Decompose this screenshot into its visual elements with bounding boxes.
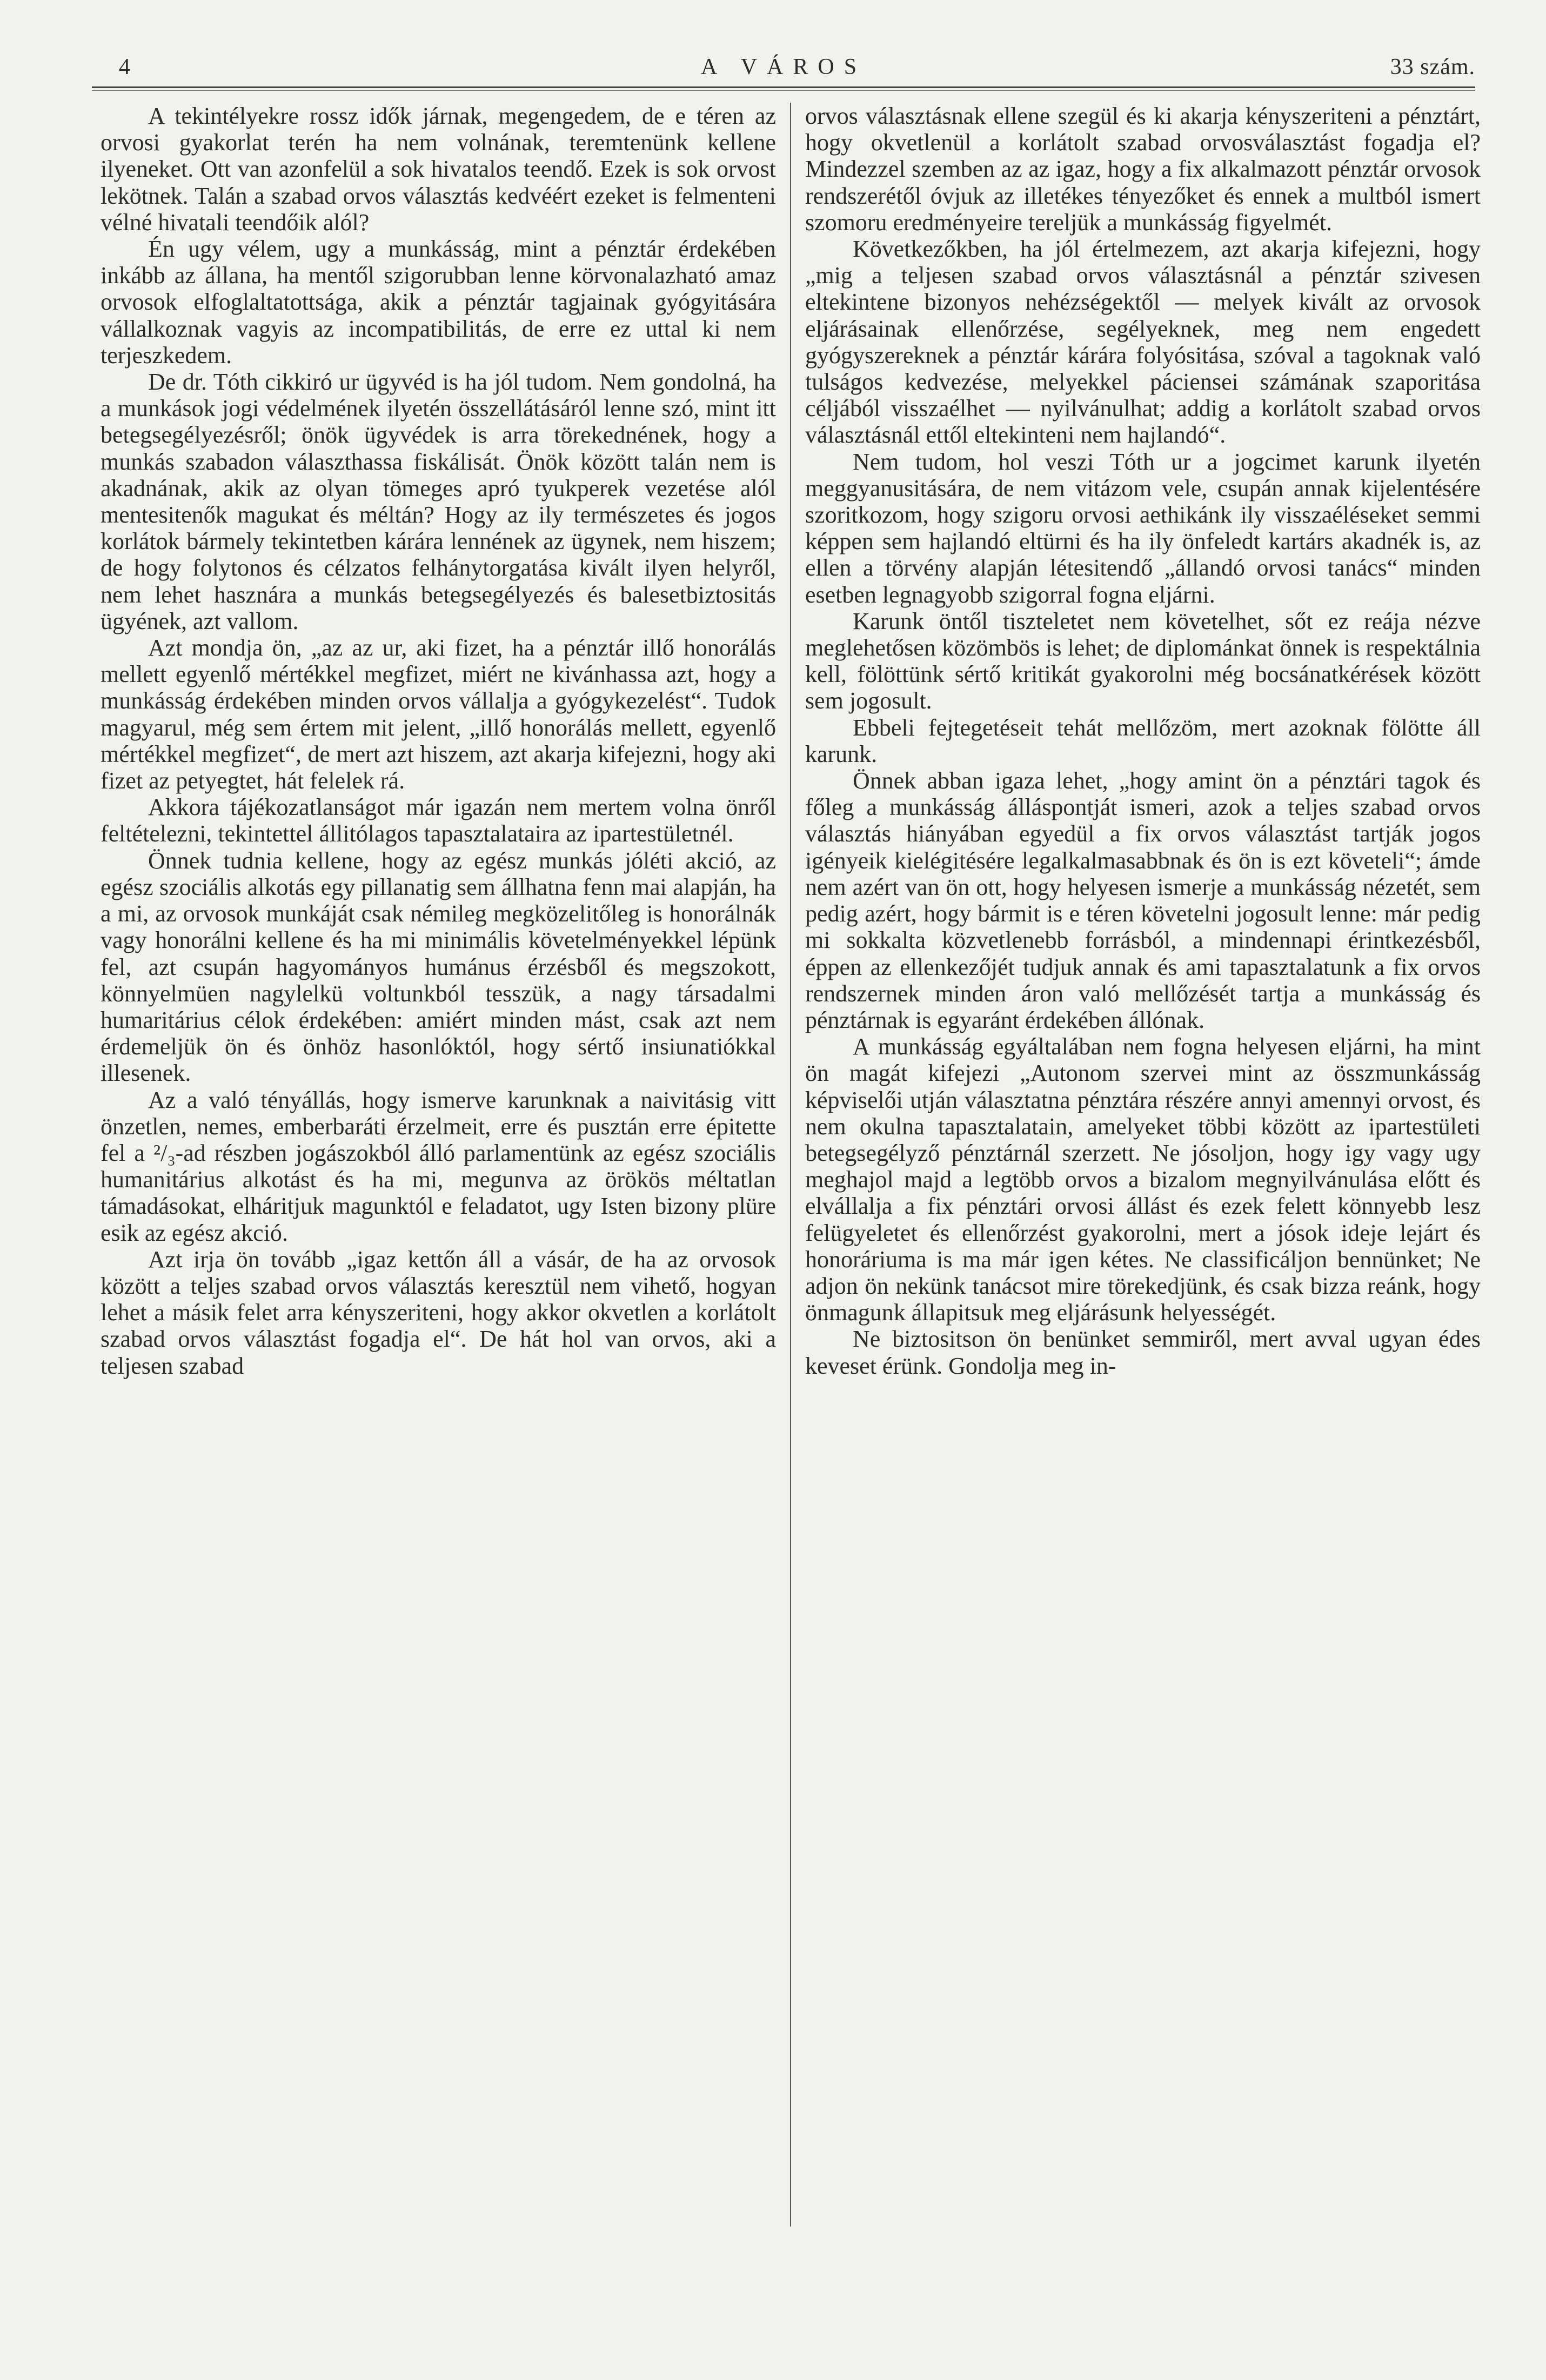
paragraph: Karunk öntől tiszteletet nem követelhet, sőt ez reája nézve meglehetősen közömbös is lehet; de diplománkat önnek is respektálnia kell, fölöttünk sértő kritikát gyakorolni még bocsánatkérések között sem jogosult. xyxy=(805,607,1481,714)
paragraph: A tekintélyekre rossz idők járnak, megengedem, de e téren az orvosi gyakorlat terén ha nem volnának, teremtenünk kellene ilyeneket. Ott van azonfelül a sok hivatalos teendő. Ezek is sok orvost lekötnek. Talán a szabad orvos választás kedvéért ezeket is felmenteni vélné hivatali teendőik alól? xyxy=(101,103,776,236)
paragraph: Ebbeli fejtegetéseit tehát mellőzöm, mert azoknak fölötte áll karunk. xyxy=(805,714,1481,767)
paragraph: Önnek abban igaza lehet, „hogy amint ön a pénztári tagok és főleg a munkásság álláspontját ismeri, azok a teljes szabad orvos választás hiányában egyedül a fix orvos választást tartják jogos igényeik kielégitésére legalkalmasabbnak és ön is ezt követeli“; ámde nem azért van ön ott, hogy helyesen ismerje a munkásság nézetét, sem pedig azért, hogy bármit is e téren követelni jogosult lenne: már pedig mi sokkalta közvetlenebb forrásból, a mindennapi érintkezésből, éppen az ellenkezőjét tudjuk annak és ami tapasztalatunk a fix orvos rendszernek minden áron való mellőzését tartja a munkásság és pénztárnak is egyaránt érdekében állónak. xyxy=(805,767,1481,1033)
paragraph: Nem tudom, hol veszi Tóth ur a jogcimet karunk ilyetén meggyanusitására, de nem vitázom vele, csupán annak kijelentésére szoritkozom, hogy szigoru orvosi aethikánk ily visszaéléseket semmi képpen sem hajlandó eltürni és ha ily önfeledt kartárs akadnék is, az ellen a törvény alapján létesitendő „állandó orvosi tanács“ minden esetben legnagyobb szigorral fogna eljárni. xyxy=(805,448,1481,608)
paragraph: De dr. Tóth cikkiró ur ügyvéd is ha jól tudom. Nem gondolná, ha a munkások jogi védelmének ilyetén összellátásáról lenne szó, mint itt betegsegélyezésről; önök ügyvédek is arra törekednének, hogy a munkás szabadon választhassa fiskálisát. Önök között talán nem is akadnának, akik az olyan tömeges apró tyukperek vezetése alól mentesitenők magukat és méltán? Hogy az ily természetes és jogos korlátok bármely tekintetben kárára lennének az ügynek, nem hiszem; de hogy folytonos és célzatos felhánytorgatása kivált ilyen helyről, nem lehet hasznára a munkás betegsegélyezés és balesetbiztositás ügyének, azt vallom. xyxy=(101,369,776,634)
column-divider xyxy=(790,103,791,2227)
paragraph: orvos választásnak ellene szegül és ki akarja kényszeriteni a pénztárt, hogy okvetlenül a korlátolt szabad orvosválasztást fogadja el? Mindezzel szemben az az igaz, hogy a fix alkalmazott pénztár orvosok rendszerétől óvjuk az illetékes tényezőket és ennek a multból ismert szomoru eredményeire tereljük a munkásság figyelmét. xyxy=(805,103,1481,236)
issue-number: 33 szám. xyxy=(1390,55,1475,79)
paragraph: Azt irja ön tovább „igaz kettőn áll a vásár, de ha az orvosok között a teljes szabad orvos választás keresztül nem vihető, hogyan lehet a másik felet arra kényszeriteni, hogy akkor okvetlen a korlátolt szabad orvos választást fogadja el“. De hát hol van orvos, aki a teljesen szabad xyxy=(101,1246,776,1379)
paragraph: Ne biztositson ön benünket semmiről, mert avval ugyan édes keveset érünk. Gondolja meg in- xyxy=(805,1326,1481,1379)
newspaper-title: A VÁROS xyxy=(700,55,867,79)
page-number: 4 xyxy=(119,55,131,79)
page-header xyxy=(92,54,1475,97)
left-column xyxy=(101,103,776,1379)
paragraph: Azt mondja ön, „az az ur, aki fizet, ha a pénztár illő honorálás mellett egyenlő mértékkel megfizet, miért ne kivánhassa azt, hogy a munkásság érdekében minden orvos vállalja a gyógykezelést“. Tudok magyarul, még sem értem mit jelent, „illő honorálás mellett, egyenlő mértékkel megfizet“, de mert azt hiszem, azt akarja kifejezni, hogy aki fizet az petyegtet, hát felelek rá. xyxy=(101,634,776,794)
paragraph: Én ugy vélem, ugy a munkásság, mint a pénztár érdekében inkább az állana, ha mentől szigorubban lenne körvonalazható amaz orvosok elfoglaltatottsága, akik a pénztár tagjainak gyógyitására vállalkoznak vagyis az incompatibilitás, de erre ez uttal ki nem terjeszkedem. xyxy=(101,236,776,369)
paragraph: A munkásság egyáltalában nem fogna helyesen eljárni, ha mint ön magát kifejezi „Autonom szervei mint az összmunkásság képviselői utján választatna pénztára részére annyi amennyi orvost, és nem okulna tapasztalatain, amelyeket többi között az ipartestületi betegsegélyző pénztárnál szerzett. Ne jósoljon, hogy igy vagy ugy meghajol majd a legtöbb orvos a bizalom megnyilvánulása előtt és elvállalja a fix pénztári orvosi állást és ezek felett könnyebb lesz felügyeletet és ellenőrzést gyakorolni, mert a jósok ideje lejárt és honoráriuma is ma már igen kétes. Ne classificáljon bennünket; Ne adjon ön nekünk tanácsot mire törekedjünk, és csak bizza reánk, hogy önmagunk állapitsuk meg eljárásunk helyességét. xyxy=(805,1033,1481,1326)
paragraph: Önnek tudnia kellene, hogy az egész munkás jóléti akció, az egész szociális alkotás egy pillanatig sem állhatna fenn mai alapján, ha a mi, az orvosok munkáját csak némileg megközelitőleg is honorálnák vagy honorálni kellene és ha mi minimális követelményekkel lépünk fel, azt csupán hagyományos humánus érzésből és megszokott, könnyelmüen nagylelkü voltunkból tesszük, a nagy társadalmi humaritárius célok érdekében: amiért minden mást, csak azt nem érdemeljük ön és önhöz hasonlóktól, hogy sértő insiunatiókkal illesenek. xyxy=(101,847,776,1087)
paragraph: Következőkben, ha jól értelmezem, azt akarja kifejezni, hogy „mig a teljesen szabad orvos választásnál a pénztár szivesen eltekintene bizonyos nehézségektől — melyek kivált az orvosok eljárásainak ellenőrzése, segélyeknek, meg nem engedett gyógyszereknek a pénztár kárára folyósitása, szóval a tagoknak való tulságos kedvezése, melyekkel páciensei számának szaporitása céljából visszaélhet — nyilvánulhat; addig a korlátolt szabad orvos választásnál ettől eltekinteni nem hajlandó“. xyxy=(805,236,1481,449)
paragraph: Az a való tényállás, hogy ismerve karunknak a naivitásig vitt önzetlen, nemes, emberbaráti érzelmeit, erre és pusztán erre épitette fel a ²/₃-ad részben jogászokból álló parlamentünk az egész szociális humanitárius alkotást és ha mi, megunva az örökös méltatlan támadásokat, elháritjuk magunktól e feladatot, ugy Isten bizony plüre esik az egész akció. xyxy=(101,1086,776,1246)
header-rule xyxy=(92,86,1475,91)
right-column xyxy=(805,103,1481,1379)
paragraph: Akkora tájékozatlanságot már igazán nem mertem volna önről feltételezni, tekintettel állitólagos tapasztalataira az ipartestületnél. xyxy=(101,794,776,847)
